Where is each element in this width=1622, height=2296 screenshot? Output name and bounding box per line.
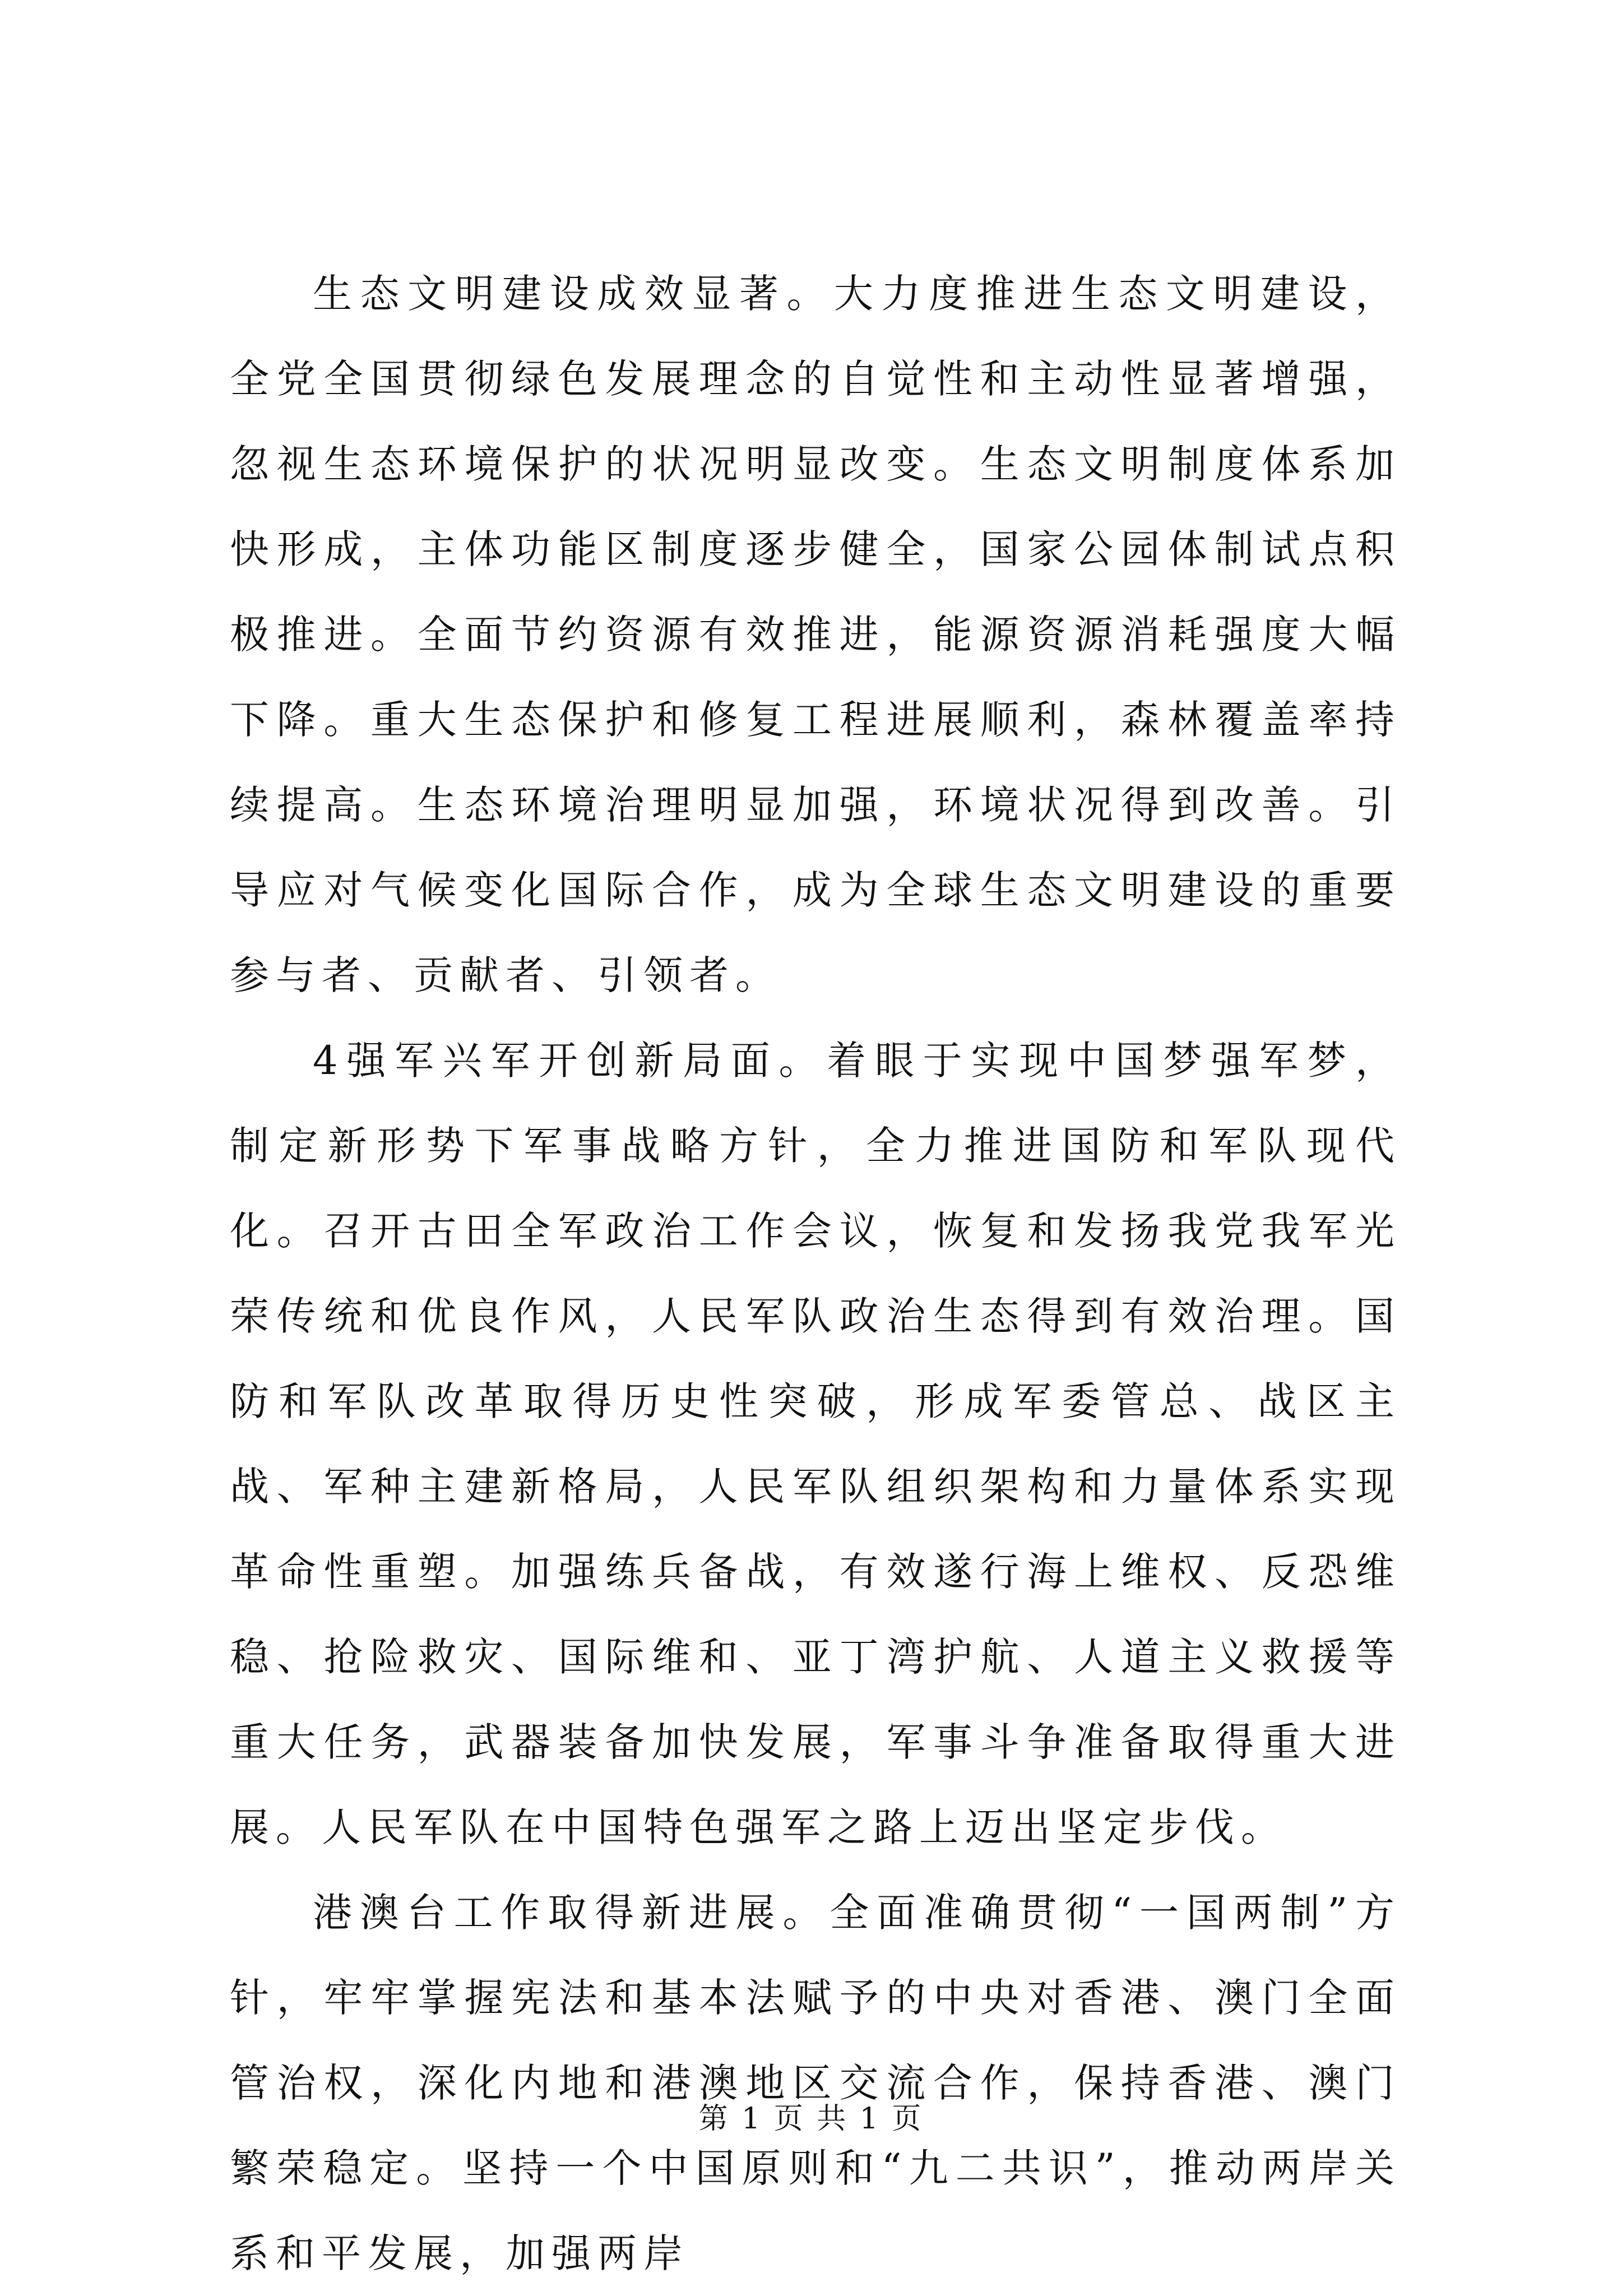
page-footer: 第 1 页 共 1 页 [698,2102,924,2136]
paragraph-hk-macao-taiwan: 港澳台工作取得新进展。全面准确贯彻“一国两制”方针，牢牢掌握宪法和基本法赋予的中央对香港、澳门全面管治权，深化内地和港澳地区交流合作，保持香港、澳门繁荣稳定。坚持一个中国原则和“九二共识”，推动两岸关系和平发展，加强两岸 [230,1890,1401,2276]
document-body [230,251,1401,2296]
paragraph-military: 4强军兴军开创新局面。着眼于实现中国梦强军梦，制定新形势下军事战略方针，全力推进国防和军队现代化。召开古田全军政治工作会议，恢复和发扬我党我军光荣传统和优良作风，人民军队政治生态得到有效治理。国防和军队改革取得历史性突破，形成军委管总、战区主战、军种主建新格局，人民军队组织架构和力量体系实现革命性重塑。加强练兵备战，有效遂行海上维权、反恐维稳、抢险救灾、国际维和、亚丁湾护航、人道主义救援等重大任务，武器装备加快发展，军事斗争准备取得重大进展。人民军队在中国特色强军之路上迈出坚定步伐。 [230,1038,1401,1850]
paragraph-ecology: 生态文明建设成效显著。大力度推进生态文明建设，全党全国贯彻绿色发展理念的自觉性和主动性显著增强，忽视生态环境保护的状况明显改变。生态文明制度体系加快形成，主体功能区制度逐步健全，国家公园体制试点积极推进。全面节约资源有效推进，能源资源消耗强度大幅下降。重大生态保护和修复工程进展顺利，森林覆盖率持续提高。生态环境治理明显加强，环境状况得到改善。引导应对气候变化国际合作，成为全球生态文明建设的重要参与者、贡献者、引领者。 [230,271,1401,998]
